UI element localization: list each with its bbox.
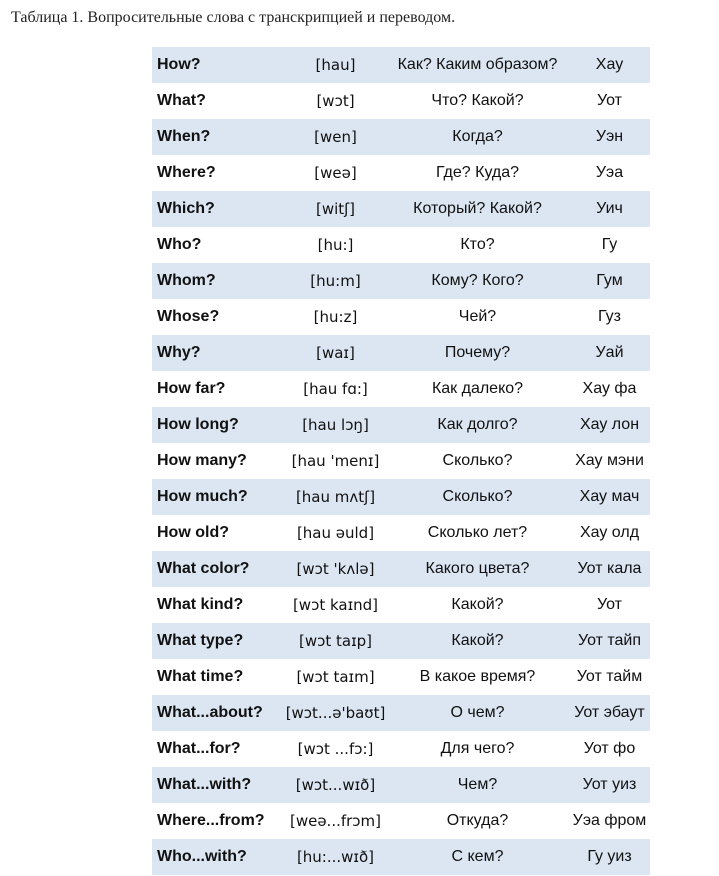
translation-cell: Какой? xyxy=(386,623,569,659)
table-row xyxy=(152,263,650,299)
table-row xyxy=(152,299,650,335)
english-word-cell: Who...with? xyxy=(152,839,285,875)
english-word-cell: What? xyxy=(152,83,285,119)
table-row xyxy=(152,839,650,875)
english-word-cell: Why? xyxy=(152,335,285,371)
russian-phonetic-cell: Хау фа xyxy=(569,371,650,407)
english-word-cell: Whom? xyxy=(152,263,285,299)
translation-cell: В какое время? xyxy=(386,659,569,695)
russian-phonetic-cell: Уот уиз xyxy=(569,767,650,803)
translation-cell: Для чего? xyxy=(386,731,569,767)
translation-cell: Кому? Кого? xyxy=(386,263,569,299)
english-word-cell: Which? xyxy=(152,191,285,227)
table-row xyxy=(152,47,650,83)
table-row xyxy=(152,551,650,587)
translation-cell: Как далеко? xyxy=(386,371,569,407)
transcription-cell: [wɔt...ə'baʊt] xyxy=(285,695,386,731)
russian-phonetic-cell: Уот xyxy=(569,587,650,623)
english-word-cell: How many? xyxy=(152,443,285,479)
translation-cell: Как долго? xyxy=(386,407,569,443)
transcription-cell: [hu:] xyxy=(285,227,386,263)
table-row xyxy=(152,191,650,227)
transcription-cell: [witʃ] xyxy=(285,191,386,227)
table-row xyxy=(152,803,650,839)
table-row xyxy=(152,119,650,155)
translation-cell: Сколько? xyxy=(386,479,569,515)
english-word-cell: Where? xyxy=(152,155,285,191)
transcription-cell: [hau] xyxy=(285,47,386,83)
transcription-cell: [hu:z] xyxy=(285,299,386,335)
translation-cell: Какой? xyxy=(386,587,569,623)
english-word-cell: How long? xyxy=(152,407,285,443)
table-row xyxy=(152,335,650,371)
english-word-cell: How? xyxy=(152,47,285,83)
table-row xyxy=(152,731,650,767)
russian-phonetic-cell: Уот тайп xyxy=(569,623,650,659)
english-word-cell: How much? xyxy=(152,479,285,515)
russian-phonetic-cell: Гуз xyxy=(569,299,650,335)
translation-cell: Который? Какой? xyxy=(386,191,569,227)
russian-phonetic-cell: Хау лон xyxy=(569,407,650,443)
russian-phonetic-cell: Уот тайм xyxy=(569,659,650,695)
english-word-cell: Whose? xyxy=(152,299,285,335)
translation-cell: Кто? xyxy=(386,227,569,263)
english-word-cell: How far? xyxy=(152,371,285,407)
translation-cell: Сколько? xyxy=(386,443,569,479)
transcription-cell: [wen] xyxy=(285,119,386,155)
english-word-cell: How old? xyxy=(152,515,285,551)
translation-cell: Почему? xyxy=(386,335,569,371)
transcription-cell: [weə...frɔm] xyxy=(285,803,386,839)
translation-cell: Когда? xyxy=(386,119,569,155)
translation-cell: Какого цвета? xyxy=(386,551,569,587)
russian-phonetic-cell: Уэа фром xyxy=(569,803,650,839)
english-word-cell: What time? xyxy=(152,659,285,695)
english-word-cell: When? xyxy=(152,119,285,155)
russian-phonetic-cell: Хау мач xyxy=(569,479,650,515)
transcription-cell: [waɪ] xyxy=(285,335,386,371)
table-caption: Таблица 1. Вопросительные слова с транскрипцией и переводом. xyxy=(11,9,456,26)
transcription-cell: [hau əuld] xyxy=(285,515,386,551)
table-row xyxy=(152,659,650,695)
russian-phonetic-cell: Хау xyxy=(569,47,650,83)
russian-phonetic-cell: Гум xyxy=(569,263,650,299)
transcription-cell: [wɔt taɪm] xyxy=(285,659,386,695)
english-word-cell: What color? xyxy=(152,551,285,587)
english-word-cell: What...about? xyxy=(152,695,285,731)
translation-cell: О чем? xyxy=(386,695,569,731)
transcription-cell: [wɔt ...fɔ:] xyxy=(285,731,386,767)
table-row xyxy=(152,479,650,515)
transcription-cell: [hau fɑ:] xyxy=(285,371,386,407)
russian-phonetic-cell: Уич xyxy=(569,191,650,227)
translation-cell: Откуда? xyxy=(386,803,569,839)
table-row xyxy=(152,155,650,191)
table-row xyxy=(152,767,650,803)
translation-cell: Чей? xyxy=(386,299,569,335)
transcription-cell: [wɔt kaɪnd] xyxy=(285,587,386,623)
transcription-cell: [hu:...wɪð] xyxy=(285,839,386,875)
table-row xyxy=(152,623,650,659)
russian-phonetic-cell: Хау олд xyxy=(569,515,650,551)
russian-phonetic-cell: Уай xyxy=(569,335,650,371)
english-word-cell: Who? xyxy=(152,227,285,263)
table-row xyxy=(152,407,650,443)
english-word-cell: What kind? xyxy=(152,587,285,623)
table-row xyxy=(152,371,650,407)
question-words-table xyxy=(152,47,650,875)
russian-phonetic-cell: Уот xyxy=(569,83,650,119)
english-word-cell: What...for? xyxy=(152,731,285,767)
transcription-cell: [hau lɔŋ] xyxy=(285,407,386,443)
russian-phonetic-cell: Уэн xyxy=(569,119,650,155)
transcription-cell: [weə] xyxy=(285,155,386,191)
table-row xyxy=(152,83,650,119)
translation-cell: Как? Каким образом? xyxy=(386,47,569,83)
russian-phonetic-cell: Гу xyxy=(569,227,650,263)
translation-cell: Где? Куда? xyxy=(386,155,569,191)
transcription-cell: [wɔt taɪp] xyxy=(285,623,386,659)
translation-cell: С кем? xyxy=(386,839,569,875)
transcription-cell: [hau mʌtʃ] xyxy=(285,479,386,515)
transcription-cell: [hau 'menɪ] xyxy=(285,443,386,479)
russian-phonetic-cell: Уот фо xyxy=(569,731,650,767)
english-word-cell: Where...from? xyxy=(152,803,285,839)
translation-cell: Сколько лет? xyxy=(386,515,569,551)
russian-phonetic-cell: Уэа xyxy=(569,155,650,191)
russian-phonetic-cell: Уот кала xyxy=(569,551,650,587)
table-row xyxy=(152,443,650,479)
english-word-cell: What...with? xyxy=(152,767,285,803)
english-word-cell: What type? xyxy=(152,623,285,659)
translation-cell: Что? Какой? xyxy=(386,83,569,119)
russian-phonetic-cell: Хау мэни xyxy=(569,443,650,479)
russian-phonetic-cell: Гу уиз xyxy=(569,839,650,875)
transcription-cell: [wɔt] xyxy=(285,83,386,119)
russian-phonetic-cell: Уот эбаут xyxy=(569,695,650,731)
transcription-cell: [wɔt 'kʌlə] xyxy=(285,551,386,587)
table-body xyxy=(152,47,650,875)
table-row xyxy=(152,515,650,551)
transcription-cell: [hu:m] xyxy=(285,263,386,299)
transcription-cell: [wɔt...wɪð] xyxy=(285,767,386,803)
table-row xyxy=(152,227,650,263)
table-row xyxy=(152,587,650,623)
translation-cell: Чем? xyxy=(386,767,569,803)
table-row xyxy=(152,695,650,731)
